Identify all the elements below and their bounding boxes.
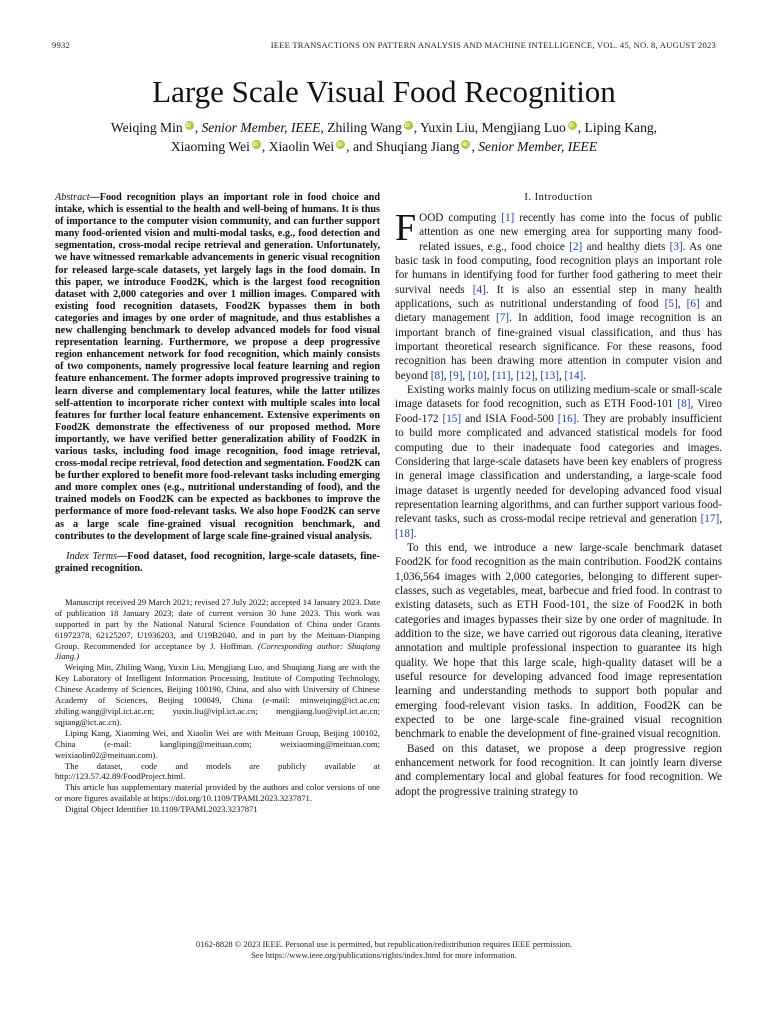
orcid-icon[interactable] [185, 121, 194, 130]
paragraph [395, 383, 722, 541]
index-terms [55, 551, 380, 575]
abstract-label: Abstract [55, 192, 90, 203]
paragraph [395, 207, 723, 383]
footnote-supplementary: This article has supplementary material provided by the authors and color versions of one or more figures available at https://doi.org/10.1109/TPAMI.2023.3237871. [55, 782, 380, 804]
footnote-affiliation: Weiqing Min, Zhiling Wang, Yuxin Liu, Mengjiang Luo, and Shuqiang Jiang are with the Key Laboratory of Intelligent Information Processing, Institute of Computing Technology, Chinese Academy of Sciences, Beijing 100190, China, and also with University of Chinese Academy of Sciences, Beijing 100049, China (e-mail: minweiqing@ict.ac.cn; zhiling.wang@vipl.ict.ac.cn; yuxin.liu@vipl.ict.ac.cn; mengjiang.luo@vipl.ict.ac.cn; sqjiang@ict.ac.cn). [55, 662, 380, 727]
citation-link[interactable]: [1] [501, 212, 515, 224]
citation-link[interactable]: [15] [442, 412, 462, 425]
left-column [55, 192, 380, 815]
text-run: OOD computing [419, 212, 502, 224]
citation-link[interactable]: [7] [495, 312, 510, 325]
text-run: . In addition, food image recognition is an important branch of fine-grained visual classification, and thus has important theoretical research significance. For these reasons, food recognition has been drawing more attention in computer vision and beyond [395, 312, 722, 382]
journal-name: IEEE TRANSACTIONS ON PATTERN ANALYSIS AND MACHINE INTELLIGENCE, VOL. 45, NO. 8, AUGUST 2023 [270, 40, 716, 50]
right-column [395, 192, 722, 799]
paragraph-runs [395, 384, 722, 539]
citation-link[interactable]: [4] [472, 283, 486, 296]
text-run: and healthy diets [582, 240, 670, 253]
footnotes [55, 597, 380, 815]
index-terms-label: Index Terms [66, 550, 118, 562]
paragraph-runs [395, 207, 723, 382]
footnote-availability: The dataset, code and models are publicly available at http://123.57.42.89/FoodProject.html. [55, 760, 380, 782]
paper-title: Large Scale Visual Food Recognition [152, 74, 616, 109]
text-run: , [719, 513, 722, 526]
text-run: , [510, 369, 517, 382]
citation-link[interactable]: [6] [686, 298, 700, 311]
copyright-line: 0162-8828 © 2023 IEEE. Personal use is permitted, but republication/redistribution requires IEEE permission. [195, 939, 573, 949]
orcid-icon[interactable] [461, 140, 470, 149]
section-heading: I. Introduction [524, 192, 593, 203]
orcid-icon[interactable] [336, 140, 345, 149]
text-run: , [558, 369, 565, 382]
orcid-icon[interactable] [568, 121, 577, 130]
author-list [60, 118, 708, 156]
footnote-manuscript: Manuscript received 29 March 2021; revised 27 July 2022; accepted 14 January 2023. Date of publication 18 January 2023; date of current version 30 June 2023. This work was supported in part by the National Natural Science Foundation of China under Grants 61972378, 62125207, U1936203, and U19B2040, and in part by the Meituan-Dianping Group. Recommended for acceptance by J. Hoffman. (Corresponding author: Shuqiang Jiang.) [55, 596, 381, 662]
text-run: , [443, 369, 450, 382]
text-run: and ISIA Food-500 [461, 412, 558, 425]
author-name: , Liping Kang, [577, 120, 658, 135]
text-run: . [583, 369, 586, 382]
introduction-body [395, 207, 723, 799]
rights-line: See https://www.ieee.org/publications/rights/index.html for more information. [251, 950, 517, 960]
author-name: , Xiaolin Wei [261, 139, 335, 154]
orcid-icon[interactable] [404, 121, 413, 130]
author-name: , and Shuqiang Jiang [346, 139, 460, 154]
author-role: , Senior Member, IEEE [194, 120, 321, 135]
citation-link[interactable]: [3] [669, 240, 683, 253]
footnote-doi: Digital Object Identifier 10.1109/TPAMI.2023.3237871 [65, 804, 258, 815]
orcid-icon[interactable] [252, 140, 261, 149]
author-name: , Yuxin Liu, Mengjiang Luo [413, 120, 566, 135]
paragraph: Based on this dataset, we propose a deep progressive region enhancement network for food recognition. It can jointly learn diverse and complementary local and global features for food recognition. We adopt the progressive training strategy to [395, 742, 722, 798]
citation-link[interactable]: [9] [449, 369, 463, 382]
text-run: , Vireo Food-172 [395, 398, 722, 425]
author-name: Weiqing Min [110, 120, 183, 135]
text-run: , [486, 369, 493, 382]
author-name: Xiaoming Wei [170, 139, 250, 154]
citation-link[interactable]: [10] [468, 369, 487, 382]
text-run: , [534, 369, 541, 382]
citation-link[interactable]: [8] [430, 369, 444, 382]
citation-link[interactable]: [13] [540, 369, 559, 382]
page-number: 9932 [52, 40, 70, 50]
citation-link[interactable]: [5] [664, 298, 678, 311]
citation-link[interactable]: [2] [569, 240, 583, 253]
text-run: recently has come into the focus of public attention as one new emerging area for supporting many food-related issues, e.g., food choice [419, 212, 722, 253]
citation-link[interactable]: [11] [492, 369, 511, 382]
copyright-footer [0, 939, 768, 961]
text-run: . [413, 527, 417, 540]
citation-link[interactable]: [17] [700, 513, 720, 526]
text-run: Existing works mainly focus on utilizing medium-scale or small-scale image datasets for food recognition, such as ETH Food-101 [395, 384, 722, 411]
author-name: , Zhiling Wang [320, 120, 402, 135]
text-run: and dietary management [395, 298, 723, 325]
abstract [55, 192, 380, 543]
citation-link[interactable]: [18] [395, 527, 414, 540]
citation-link[interactable]: [16] [557, 412, 577, 425]
text-run: . As one basic task in food computing, food recognition plays an important role for humans in identifying food for further food gathering to meet their survival needs [395, 240, 723, 296]
citation-link[interactable]: [14] [564, 369, 584, 382]
paragraph: To this end, we introduce a new large-scale benchmark dataset Food2K for food recognition as the main contribution. Food2K contains 1,036,564 images with 2,000 categories, belonging to different super-classes, such as vegetables, meat, barbecue and fried food. In contrast to existing datasets, such as ETH Food-101, the size of Food2K in both categories and images bypasses their size by one order of magnitude. In addition to the size, we have carried out rigorous data cleaning, iterative annotation and multiple professional inspection to guarantee its high quality. We hope that this large scale, high-quality dataset will be a useful resource for developing advanced food image representation learning and understanding methods to support both popular and emerging food-relevant vision tasks. In addition, Food2K can be expected to be one large-scale fine-grained visual recognition benchmark to enable the development of fine-grained visual recognition. [395, 541, 722, 741]
text-run: , [462, 369, 469, 382]
text-run: . It is also an essential step in many health applications, such as nutritional understanding of food [395, 283, 723, 311]
abstract-text: —Food recognition plays an important role in food choice and intake, which is essential to the health and well-being of humans. It is thus of importance to the computer vision community, and can further support many food-oriented vision and multi-modal tasks, e.g., food detection and segmentation, cross-modal recipe retrieval and generation. Unfortunately, we have witnessed remarkable advancements in generic visual recognition for released large-scale datasets, yet largely lags in the food domain. In this paper, we introduce Food2K, which is the largest food recognition dataset with 2,000 categories and over 1 million images. Compared with existing food recognition datasets, Food2K bypasses them in both categories and images by one order of magnitude, and thus establishes a new challenging benchmark to develop advanced models for food visual representation learning. Furthermore, we propose a deep progressive region enhancement network for food recognition, which mainly consists of two components, namely progressive local feature learning and region feature enhancement. The former adopts improved progressive training to learn diverse and complementary local features, while the latter utilizes self-attention to incorporate richer context with multiple scales into local features for further local feature enhancement. Extensive experiments on Food2K demonstrate the effectiveness of our proposed method. More importantly, we have verified better generalization ability of Food2K in various tasks, including food image recognition, food image retrieval, cross-modal recipe retrieval, food detection and segmentation. Food2K can be further explored to benefit more food-relevant tasks including emerging and more complex ones (e.g., nutritional understanding of food), and the trained models on Food2K can be expected as backbones to improve the performance of more food-relevant tasks. We also hope Food2K can serve as a large scale fine-grained visual recognition benchmark, and contributes to the development of large scale fine-grained visual analysis. [55, 192, 380, 542]
text-run: . They are probably insufficient to build more complicated and advanced statistical models for food computing due to their inadequate food categories and images. Considering that large-scale datasets have been key enablers of progress in general image classification and understanding, a large-scale food image dataset is urgently needed for developing advanced food visual representation learning algorithms, and can further support various food-relevant tasks, such as cross-modal recipe retrieval and generation [395, 412, 722, 526]
citation-link[interactable]: [12] [516, 369, 535, 382]
citation-link[interactable]: [8] [677, 398, 691, 411]
index-terms-text: —Food dataset, food recognition, large-scale datasets, fine-grained recognition. [55, 550, 380, 574]
author-role: , Senior Member, IEEE [471, 139, 598, 154]
footnote-affiliation: Liping Kang, Xiaoming Wei, and Xiaolin Wei are with Meituan Group, Beijing 100102, China (e-mail: kangliping@meituan.com; weixiaoming@meituan.com; weixiaolin02@meituan.com). [55, 727, 380, 760]
text-run: , [677, 298, 687, 311]
drop-cap: F [395, 207, 417, 249]
